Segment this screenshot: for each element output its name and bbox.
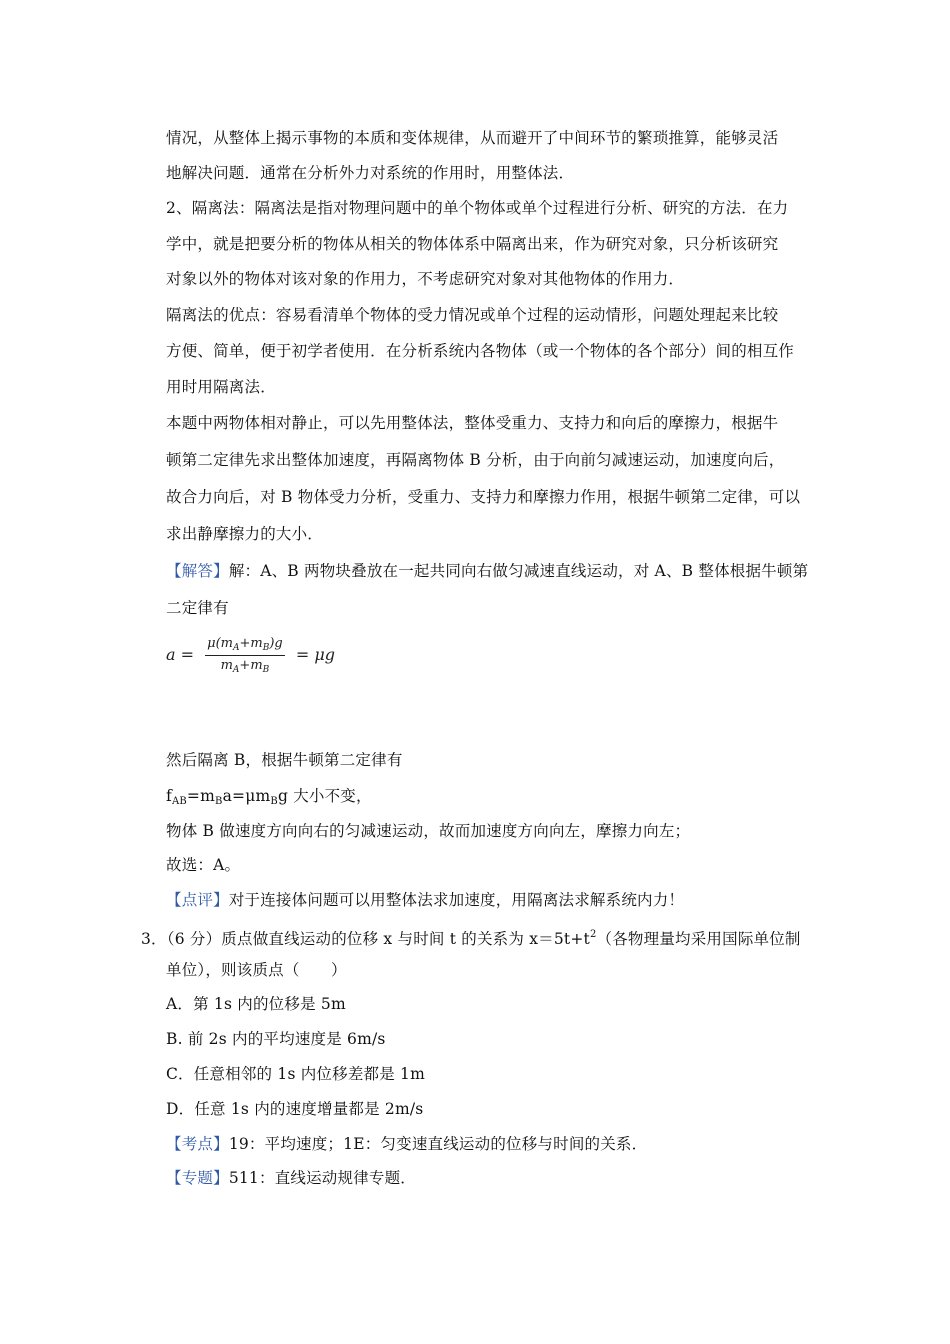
analysis-line-3: 故合力向后，对 B 物体受力分析，受重力、支持力和摩擦力作用，根据牛顿第二定律，可以 (166, 488, 801, 506)
formula-rhs: = μg (295, 645, 335, 664)
formula-denominator (205, 656, 285, 675)
analysis-line-4: 求出静摩擦力的大小． (166, 525, 324, 543)
m-subscript-2: B (270, 796, 278, 807)
num-sub-a: A (232, 643, 240, 653)
advantage-line-2: 方便、简单，便于初学者使用．在分析系统内各物体（或一个物体的各个部分）间的相互作 (166, 342, 795, 360)
option-c: C．任意相邻的 1s 内位移差都是 1m (166, 1065, 426, 1083)
zhuanti-tag: 【专题】 (166, 1169, 229, 1187)
answer-line-6: 故选：A。 (166, 856, 241, 874)
answer-line-2: 二定律有 (166, 599, 229, 617)
formula-fraction (205, 636, 285, 675)
num-part-2: +m (239, 636, 263, 651)
analysis-line-2: 顿第二定律先求出整体加速度，再隔离物体 B 分析，由于向前匀减速运动，加速度向后， (166, 451, 785, 469)
isolation-line-1: 2、隔离法：隔离法是指对物理问题中的单个物体或单个过程进行分析、研究的方法．在力 (166, 199, 789, 217)
f-subscript: AB (171, 796, 187, 807)
formula-numerator (205, 636, 285, 656)
num-part-3: )g (269, 636, 283, 651)
kaodian-tag: 【考点】 (166, 1135, 229, 1153)
isolation-line-3: 对象以外的物体对该对象的作用力，不考虑研究对象对其他物体的作用力． (166, 270, 685, 288)
advantage-line-1: 隔离法的优点：容易看清单个物体的受力情况或单个过程的运动情形，问题处理起来比较 (166, 306, 779, 324)
question-superscript: 2 (589, 929, 597, 940)
option-d: D．任意 1s 内的速度增量都是 2m/s (166, 1100, 424, 1118)
question-text-b: （各物理量均采用国际单位制 (596, 930, 801, 948)
answer-line-1 (166, 561, 808, 581)
question3-line-2: 单位），则该质点（ ） (166, 961, 347, 979)
kaodian-text: 19：平均速度；1E：匀变速直线运动的位移与时间的关系． (228, 1135, 648, 1153)
formula-lhs: a = (166, 645, 195, 664)
eq-part-2: a=μm (222, 787, 271, 805)
question-text-a: （6 分）质点做直线运动的位移 x 与时间 t 的关系为 x＝5t+t (166, 930, 590, 948)
den-sub-a: A (232, 665, 240, 675)
intro-line-1: 情况，从整体上揭示事物的本质和变体规律，从而避开了中间环节的繁琐推算，能够灵活 (166, 129, 779, 147)
option-a: A．第 1s 内的位移是 5m (166, 995, 346, 1013)
comment-text: 对于连接体问题可以用整体法求加速度，用隔离法求解系统内力！ (228, 891, 685, 909)
option-b: B. 前 2s 内的平均速度是 6m/s (166, 1030, 386, 1048)
kaodian-line (166, 1134, 647, 1154)
advantage-line-3: 用时用隔离法． (166, 378, 276, 396)
m-subscript-1: B (215, 796, 223, 807)
f-symbol: f (166, 787, 172, 805)
eq-part-3: g 大小不变， (277, 787, 372, 805)
zhuanti-line (166, 1168, 416, 1188)
isolation-line-2: 学中，就是把要分析的物体从相关的物体体系中隔离出来，作为研究对象，只分析该研究 (166, 235, 779, 253)
num-sub-b: B (262, 643, 270, 653)
intro-line-2: 地解决问题．通常在分析外力对系统的作用时，用整体法． (166, 164, 575, 182)
comment-line (166, 890, 684, 910)
den-part-2: +m (239, 658, 263, 673)
question3-line-1 (141, 925, 801, 949)
zhuanti-text: 511：直线运动规律专题． (228, 1169, 416, 1187)
answer-line-4 (166, 786, 372, 812)
den-part-1: m (220, 658, 233, 673)
answer-line-3: 然后隔离 B，根据牛顿第二定律有 (166, 751, 403, 769)
num-part-1: μ(m (207, 636, 233, 651)
acceleration-formula (166, 636, 335, 675)
answer-line-5: 物体 B 做速度方向向右的匀减速运动，故而加速度方向向左，摩擦力向左； (166, 822, 691, 840)
eq-part-1: =m (186, 787, 216, 805)
den-sub-b: B (262, 665, 270, 675)
comment-tag: 【点评】 (166, 891, 229, 909)
analysis-line-1: 本题中两物体相对静止，可以先用整体法，整体受重力、支持力和向后的摩擦力，根据牛 (166, 414, 779, 432)
answer-tag: 【解答】 (166, 562, 229, 580)
question-number: 3． (141, 930, 167, 948)
answer-text-1: 解：A、B 两物块叠放在一起共同向右做匀减速直线运动，对 A、B 整体根据牛顿第 (228, 562, 809, 580)
